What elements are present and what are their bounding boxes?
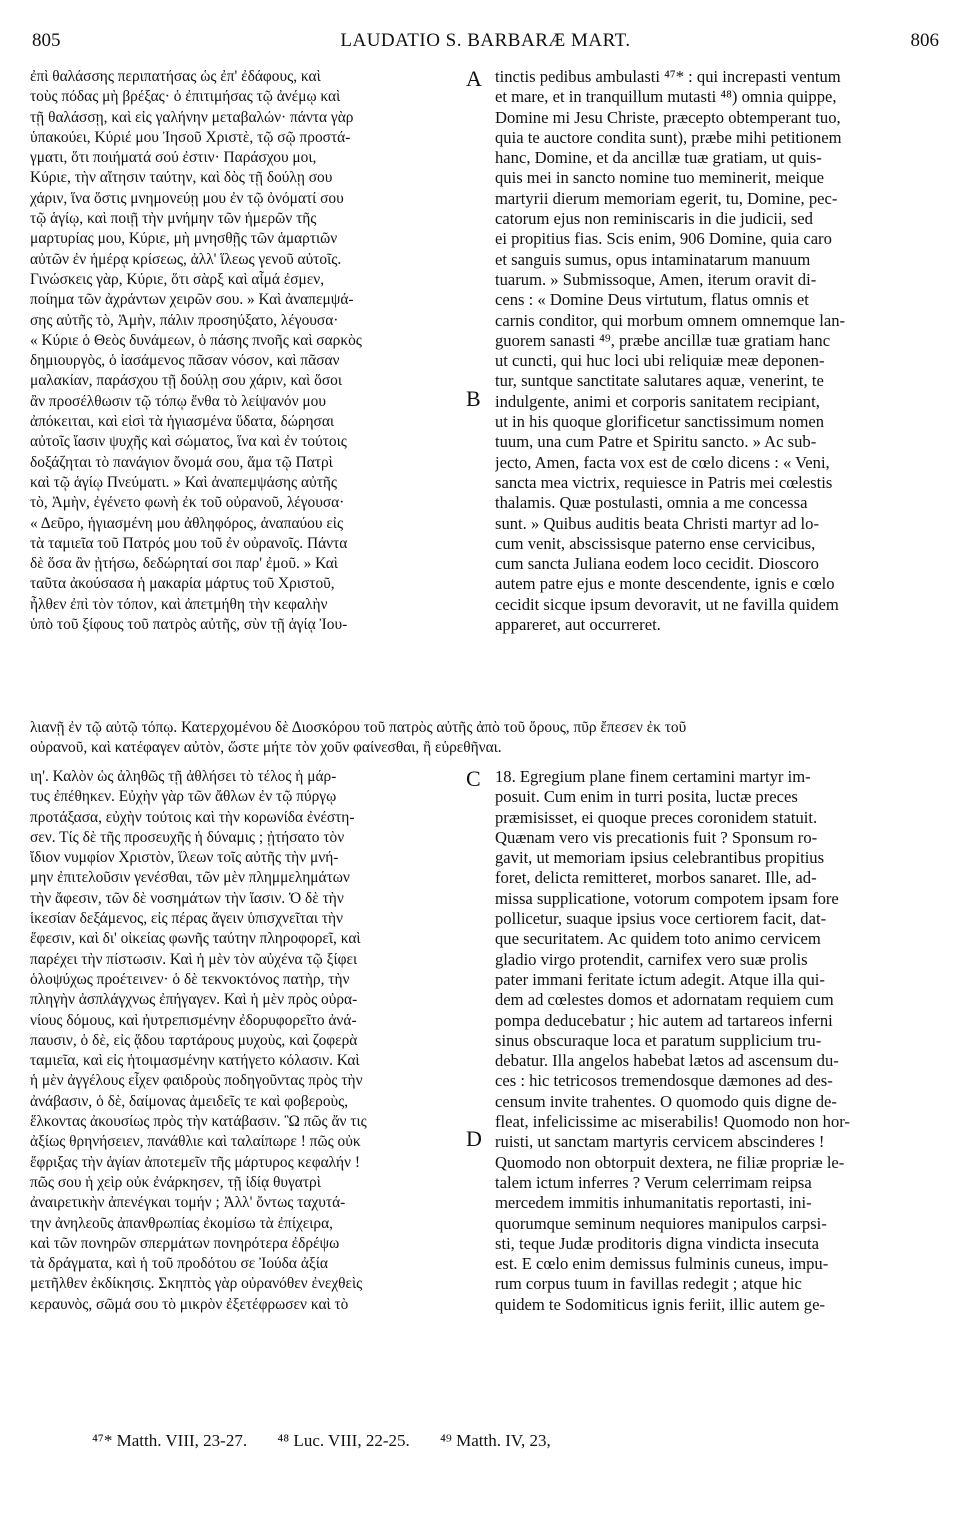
latin-text-line: et mare, et in tranquillum mutasti ⁴⁸) omnia quippe, [495, 87, 837, 107]
latin-text-line: censum invite trahentes. O quomodo quis digne de- [495, 1091, 837, 1111]
greek-text-line: ιη'. Καλὸν ὡς ἀληθῶς τῇ ἀθλήσει τὸ τέλος ἡ μάρ- [30, 768, 337, 785]
greek-text-line: παρέχει τὴν πίστωσιν. Καὶ ἡ μὲν τὸν αὐχένα τῷ ξίφει [30, 950, 358, 968]
latin-text-line: missa supplicatione, votorum compotem ipsam fore [495, 888, 839, 908]
greek-text-line: « Δεῦρο, ἡγιασμένη μου ἀθληφόρος, ἀναπαύου εἰς [30, 514, 344, 532]
greek-text-line: σεν. Τίς δὲ τῆς προσευχῆς ἡ δύναμις ; ᾐτήσατο τὸν [30, 828, 345, 846]
greek-text-line: ταμιεῖα, καὶ εἰς ἡτοιμασμένην κατήγετο κόλασιν. Καὶ [30, 1052, 360, 1070]
greek-text-line: πῶς σου ἡ χεὶρ οὐκ ἐνάρκησεν, τῇ ἰδίᾳ θυγατρὶ [30, 1173, 321, 1191]
latin-text-line: quia te auctore condita sunt), præbe mihi petitionem [495, 127, 842, 147]
greek-text-line: σης αὐτῆς τὸ, Ἀμὴν, πάλιν προσηύξατο, λέγουσα· [30, 311, 339, 329]
greek-text-line: ἂν προσέλθωσιν τῷ τόπῳ ἔνθα τὸ λείψανόν μου [30, 392, 326, 410]
greek-column-top [30, 67, 480, 635]
greek-text-line: ἴδιον νυμφίον Χριστὸν, ἵλεων τοῖς αὐτῆς τὴν μνή- [30, 849, 339, 867]
greek-text-line: μαλακίαν, παράσχου τῇ δούλῃ σου χάριν, καὶ ὅσοι [30, 372, 342, 390]
greek-text-line: δὲ ὅσα ἂν ᾐτήσω, δεδώρηταί σοι παρ' ἐμοῦ. » Καὶ [30, 555, 338, 573]
latin-text-line: que securitatem. Ac quidem toto animo cervicem [495, 929, 821, 949]
section-marker-c: C [466, 766, 481, 791]
latin-text-line: Quænam vero vis precationis fuit ? Sponsum ro- [495, 827, 818, 847]
greek-text-line: τοὺς πόδας μὴ βρέξας· ὁ ἐπιτιμήσας τῷ ἀνέμῳ καὶ [30, 88, 341, 106]
greek-text-line: την ἀνηλεοῦς ἀπανθρωπίας ἐκομίσω τὰ ἐπίχειρα, [30, 1214, 333, 1232]
greek-text-line: ἕλκοντας ἀκουσίως πρὸς τὴν κατάβασιν. Ὢ πῶς ἄν τις [30, 1113, 367, 1131]
latin-text-line: pompa deducebatur ; hic autem ad tartareos inferni [495, 1010, 833, 1030]
latin-text-line: catorum ejus non reminiscaris in die judicii, sed [495, 209, 813, 229]
latin-text-line: pollicetur, suaque ipsius voce certiorem facit, dat- [495, 909, 827, 929]
greek-text-line: τυς ἐπέθηκεν. Εὐχὴν γὰρ τῶν ἄθλων ἐν τῷ πύργῳ [30, 788, 337, 806]
latin-text-line: quis mei in sancto nomine tuo meminerit, meique [495, 168, 825, 188]
latin-column-bottom [495, 767, 945, 1315]
greek-text-line: νίους δόμους, καὶ ἠυτρεπισμένην ἐδορυφορεῖτο ἀνά- [30, 1011, 357, 1029]
latin-text-line: gavit, ut memoriam ipsius celebrantibus propitius [495, 848, 825, 868]
greek-column-bottom [30, 767, 480, 1315]
greek-text-line: ἀνάβασιν, ὁ δὲ, δαίμονας ἀμειδεῖς τε καὶ φοβεροὺς, [30, 1092, 349, 1110]
greek-text-line: τὸ, Ἀμὴν, ἐγένετο φωνὴ ἐκ τοῦ οὐρανοῦ, λέγουσα· [30, 494, 345, 512]
greek-text-line: γματι, ὅτι ποιήματά σού ἐστιν· Παράσχου μοι, [30, 149, 317, 167]
running-title: LAUDATIO S. BARBARÆ MART. [340, 30, 631, 51]
greek-text-line: καὶ τῶν πονηρῶν σπερμάτων πονηρότερα ἐδρέψω [30, 1234, 340, 1252]
greek-text-line: μετῆλθεν ἐκδίκησις. Σκηπτὸς γὰρ οὐρανόθεν ἐνεχθεὶς [30, 1275, 363, 1293]
greek-text-line: Κύριε, τὴν αἴτησιν ταύτην, καὶ δὸς τῇ δούλῃ σου [30, 169, 333, 187]
section-marker-d: D [466, 1126, 482, 1151]
latin-text-line: quorumque seminum nequiores manipulos carpsi- [495, 1213, 827, 1233]
latin-text-line: sinus obscuraque loca et paratum supplicium tru- [495, 1030, 822, 1050]
page-number-left: 805 [32, 30, 61, 51]
latin-text-line: tur, suntque sanctitate salutares aquæ, venerint, te [495, 371, 824, 391]
greek-text-line: οὐρανοῦ, καὶ κατέφαγεν αὐτὸν, ὥστε μήτε τὸν χοῦν φαίνεσθαι, ἢ εὑρεθῆναι. [30, 739, 502, 757]
latin-text-line: ut cuncti, qui huc loci ubi reliquiæ meæ deponen- [495, 351, 825, 371]
latin-text-line: tinctis pedibus ambulasti ⁴⁷* : qui increpasti ventum [495, 67, 841, 86]
latin-text-line: sti, teque Judæ proditoris digna vindicta insecuta [495, 1233, 819, 1253]
greek-text-line: ταῦτα ἀκούσασα ἡ μακαρία μάρτυς τοῦ Χριστοῦ, [30, 575, 335, 593]
latin-text-line: indulgente, animi et corporis sanitatem recipiant, [495, 391, 820, 411]
latin-text-line: fleat, infelicissime ac miserabilis! Quomodo non hor- [495, 1112, 850, 1132]
latin-text-line: thalamis. Quæ postulasti, omnia a me concessa [495, 493, 808, 513]
latin-text-line: 18. Egregium plane finem certamini martyr im- [495, 767, 811, 786]
greek-text-line: δημιουργὸς, ὁ ἰασάμενος πᾶσαν νόσον, καὶ πᾶσαν [30, 352, 340, 370]
greek-text-line: ἀξίως θρηνήσειεν, πανάθλιε καὶ ταλαίπωρε ! πῶς οὐκ [30, 1133, 361, 1151]
latin-text-line: posuit. Cum enim in turri posita, luctæ preces [495, 787, 798, 807]
footnote-48: ⁴⁸ Luc. VIII, 22-25. [277, 1431, 410, 1450]
latin-text-line: rum corpus tuum in favillas redegit ; atque hic [495, 1274, 802, 1294]
latin-text-line: gladio virgo protendit, carnifex vero suæ prolis [495, 949, 808, 969]
page-number-right: 806 [910, 30, 939, 51]
greek-text-line: τὰ ταμιεῖα τοῦ Πατρός μου τοῦ ἐν οὐρανοῖς. Πάντα [30, 534, 348, 552]
latin-text-line: debatur. Illa angelos habebat lætos ad ascensum du- [495, 1051, 839, 1071]
footnote-47: ⁴⁷* Matth. VIII, 23-27. [92, 1431, 248, 1450]
greek-text-line: ἐπὶ θαλάσσης περιπατήσας ὡς ἐπ' ἐδάφους, καὶ [30, 68, 321, 85]
latin-text-line: hanc, Domine, et da ancillæ tuæ gratiam, ut quis- [495, 148, 822, 168]
latin-text-line: mercedem immitis inhumanitatis reportasti, ini- [495, 1193, 812, 1213]
greek-full-width-paragraph [30, 718, 686, 759]
latin-text-line: est. E cœlo enim demissus fulminis cuneus, impu- [495, 1254, 829, 1274]
footnote-49: ⁴⁹ Matth. IV, 23, [439, 1431, 551, 1450]
latin-text-line: cens : « Domine Deus virtutum, flatus omnis et [495, 290, 809, 310]
latin-column-top [495, 67, 945, 635]
greek-text-line: λιανῇ ἐν τῷ αὐτῷ τόπῳ. Κατερχομένου δὲ Διοσκόρου τοῦ πατρὸς αὐτῆς ἀπὸ τοῦ ὄρους, πῦρ ἔπεσεν ἐκ τοῦ [30, 719, 687, 736]
latin-text-line: cum sancta Juliana eodem loco cecidit. Dioscoro [495, 554, 819, 574]
greek-text-line: προτάξασα, εὐχὴν τούτοις καὶ τὴν κορωνίδα ἐνέστη- [30, 808, 355, 826]
greek-text-line: μαρτυρίας μου, Κύριε, μὴ μνησθῇς τῶν ἁμαρτιῶν [30, 230, 338, 248]
greek-text-line: ὁλοψύχως προέτεινεν· ὁ δὲ τεκνοκτόνος πατὴρ, τὴν [30, 970, 350, 988]
greek-text-line: παυσιν, ὁ δὲ, εἰς ᾅδου ταρτάρους μυχοὺς, καὶ ζοφερὰ [30, 1031, 358, 1049]
latin-text-line: sancta mea victrix, requiesce in Patris mei cœlestis [495, 472, 833, 492]
latin-text-line: sunt. » Quibus auditis beata Christi martyr ad lo- [495, 513, 819, 533]
latin-text-line: tuarum. » Submissoque, Amen, iterum oravit di- [495, 269, 817, 289]
latin-text-line: autem patre ejus e monte descendente, ignis e cœlo [495, 574, 835, 594]
greek-text-line: ἀπόκειται, καὶ εἰσὶ τὰ ἡγιασμένα ὕδατα, δώρησαι [30, 413, 335, 431]
greek-text-line: μην ἐπιτελοῦσιν γενέσθαι, τῶν μὲν πλημμελημάτων [30, 869, 350, 887]
latin-text-line: ei propitius fias. Scis enim, 906 Domine, quia caro [495, 229, 832, 249]
greek-text-line: ἡ μὲν ἀγγέλους εἶχεν φαιδροὺς ποδηγοῦντας πρὸς τὴν [30, 1072, 363, 1090]
greek-text-line: ἦλθεν ἐπὶ τὸν τόπον, καὶ ἀπετμήθη τὴν κεφαλὴν [30, 595, 328, 613]
latin-text-line: præmisisset, ei quoque preces coronidem statuit. [495, 807, 818, 827]
latin-text-line: quidem te Sodomiticus ignis feriit, illic autem ge- [495, 1294, 825, 1314]
latin-text-line: dem ad cœlestes domos et adornatam requiem cum [495, 990, 834, 1010]
latin-text-line: cecidit sicque ipsum devoravit, ut ne favilla quidem [495, 594, 839, 614]
section-marker-b: B [466, 386, 481, 411]
greek-text-line: τῷ ἁγίῳ, καὶ ποιῇ τὴν μνήμην τῶν ἡμερῶν τῆς [30, 210, 317, 228]
greek-text-line: πληγὴν ἀσπλάγχνως ἐπήγαγεν. Καὶ ἡ μὲν πρὸς οὐρα- [30, 991, 358, 1009]
greek-text-line: « Κύριε ὁ Θεὸς δυνάμεων, ὁ πάσης πνοῆς καὶ σαρκὸς [30, 331, 362, 349]
latin-text-line: foret, delicta remitteret, morbos sanaret. Ille, ad- [495, 868, 817, 888]
greek-text-line: αὐτῶν ἐν ἡμέρᾳ κρίσεως, ἀλλ' ἵλεως γενοῦ αὐτοῖς. [30, 250, 342, 268]
latin-text-line: talem ictum inferres ? Verum celerrimam reipsa [495, 1172, 812, 1192]
footnotes [92, 1431, 577, 1451]
latin-text-line: appareret, aut occurreret. [495, 615, 661, 635]
latin-text-line: Domine mi Jesu Christe, præcepto obtemperant tuo, [495, 107, 841, 127]
latin-text-line: ut in his quoque glorificetur sanctissimum nomen [495, 412, 825, 432]
latin-text-line: guorem sanasti ⁴⁹, præbe ancillæ tuæ gratiam hanc [495, 330, 831, 350]
greek-text-line: ὑπὸ τοῦ ξίφους τοῦ πατρὸς αὐτῆς, σὺν τῇ ἁγίᾳ Ἰου- [30, 616, 348, 634]
latin-text-line: cum venit, abscissisque paterno ense cervicibus, [495, 533, 816, 553]
greek-text-line: ἔφεσιν, καὶ δι' οἰκείας φωνῆς ταύτην πληροφορεῖ, καὶ [30, 930, 361, 948]
greek-text-line: ἱκεσίαν δεξάμενος, εἰς πέρας ἄγειν ὑπισχνεῖται τὴν [30, 910, 344, 928]
greek-text-line: ποίημα τῶν ἀχράντων χειρῶν σου. » Καὶ ἀναπεμψά- [30, 291, 354, 309]
latin-text-line: ces : hic tetricosos tremendosque dæmones ad des- [495, 1071, 833, 1091]
latin-text-line: martyrii dierum memoriam egerit, tu, Domine, pec- [495, 188, 838, 208]
latin-text-line: tuum, una cum Patre et Spiritu sancto. » Ac sub- [495, 432, 817, 452]
latin-text-line: pater immani feritate ictum adegit. Atque illa qui- [495, 969, 825, 989]
greek-text-line: ἀναιρετικὴν ἀπενέγκαι τομήν ; Ἀλλ' ὄντως ταχυτά- [30, 1194, 346, 1212]
greek-text-line: αὐτοῖς ἴασιν ψυχῆς καὶ σώματος, ἵνα καὶ ἐν τούτοις [30, 433, 347, 451]
latin-text-line: ruisti, ut sanctam martyris cervicem abscinderes ! [495, 1132, 825, 1152]
greek-text-line: τῇ θαλάσσῃ, καὶ εἰς γαλήνην μεταβαλών· πάντα γὰρ [30, 108, 354, 126]
greek-text-line: χάριν, ἵνα ὅστις μνημονεύῃ μου ἐν τῷ ὀνόματί σου [30, 189, 344, 207]
greek-text-line: Γινώσκεις γὰρ, Κύριε, ὅτι σὰρξ καὶ αἷμά ἐσμεν, [30, 270, 325, 288]
running-header [32, 30, 939, 56]
greek-text-line: ἔφριξας τὴν ἁγίαν ἀποτεμεῖν τῆς μάρτυρος κεφαλήν ! [30, 1153, 360, 1171]
section-marker-a: A [466, 66, 482, 91]
latin-text-line: jecto, Amen, facta vox est de cœlo dicens : « Veni, [495, 452, 830, 472]
greek-text-line: κεραυνὸς, σῶμά σου τὸ μικρὸν ἐξετέφρωσεν καὶ τὸ [30, 1295, 349, 1313]
greek-text-line: τὰ δράγματα, καὶ ἡ τοῦ προδότου σε Ἰούδα ἀξία [30, 1255, 328, 1273]
latin-text-line: Quomodo non obtorpuit dextera, ne filiæ propriæ le- [495, 1152, 845, 1172]
latin-text-line: et sanguis sumus, opus intaminatarum manuum [495, 249, 811, 269]
greek-text-line: καὶ τῷ ἁγίῳ Πνεύματι. » Καὶ ἀναπεμψάσης αὐτῆς [30, 473, 338, 491]
greek-text-line: ὑπακούει, Κύριέ μου Ἰησοῦ Χριστὲ, τῷ σῷ προστά- [30, 128, 351, 146]
greek-text-line: τὴν ἄφεσιν, τῶν δὲ νοσημάτων τὴν ἴασιν. Ὁ δὲ τὴν [30, 889, 344, 907]
latin-text-line: carnis conditor, qui morbum omnem omnemque lan- [495, 310, 846, 330]
greek-text-line: δοξάζηται τὸ πανάγιον ὄνομά σου, ἅμα τῷ Πατρὶ [30, 453, 333, 471]
